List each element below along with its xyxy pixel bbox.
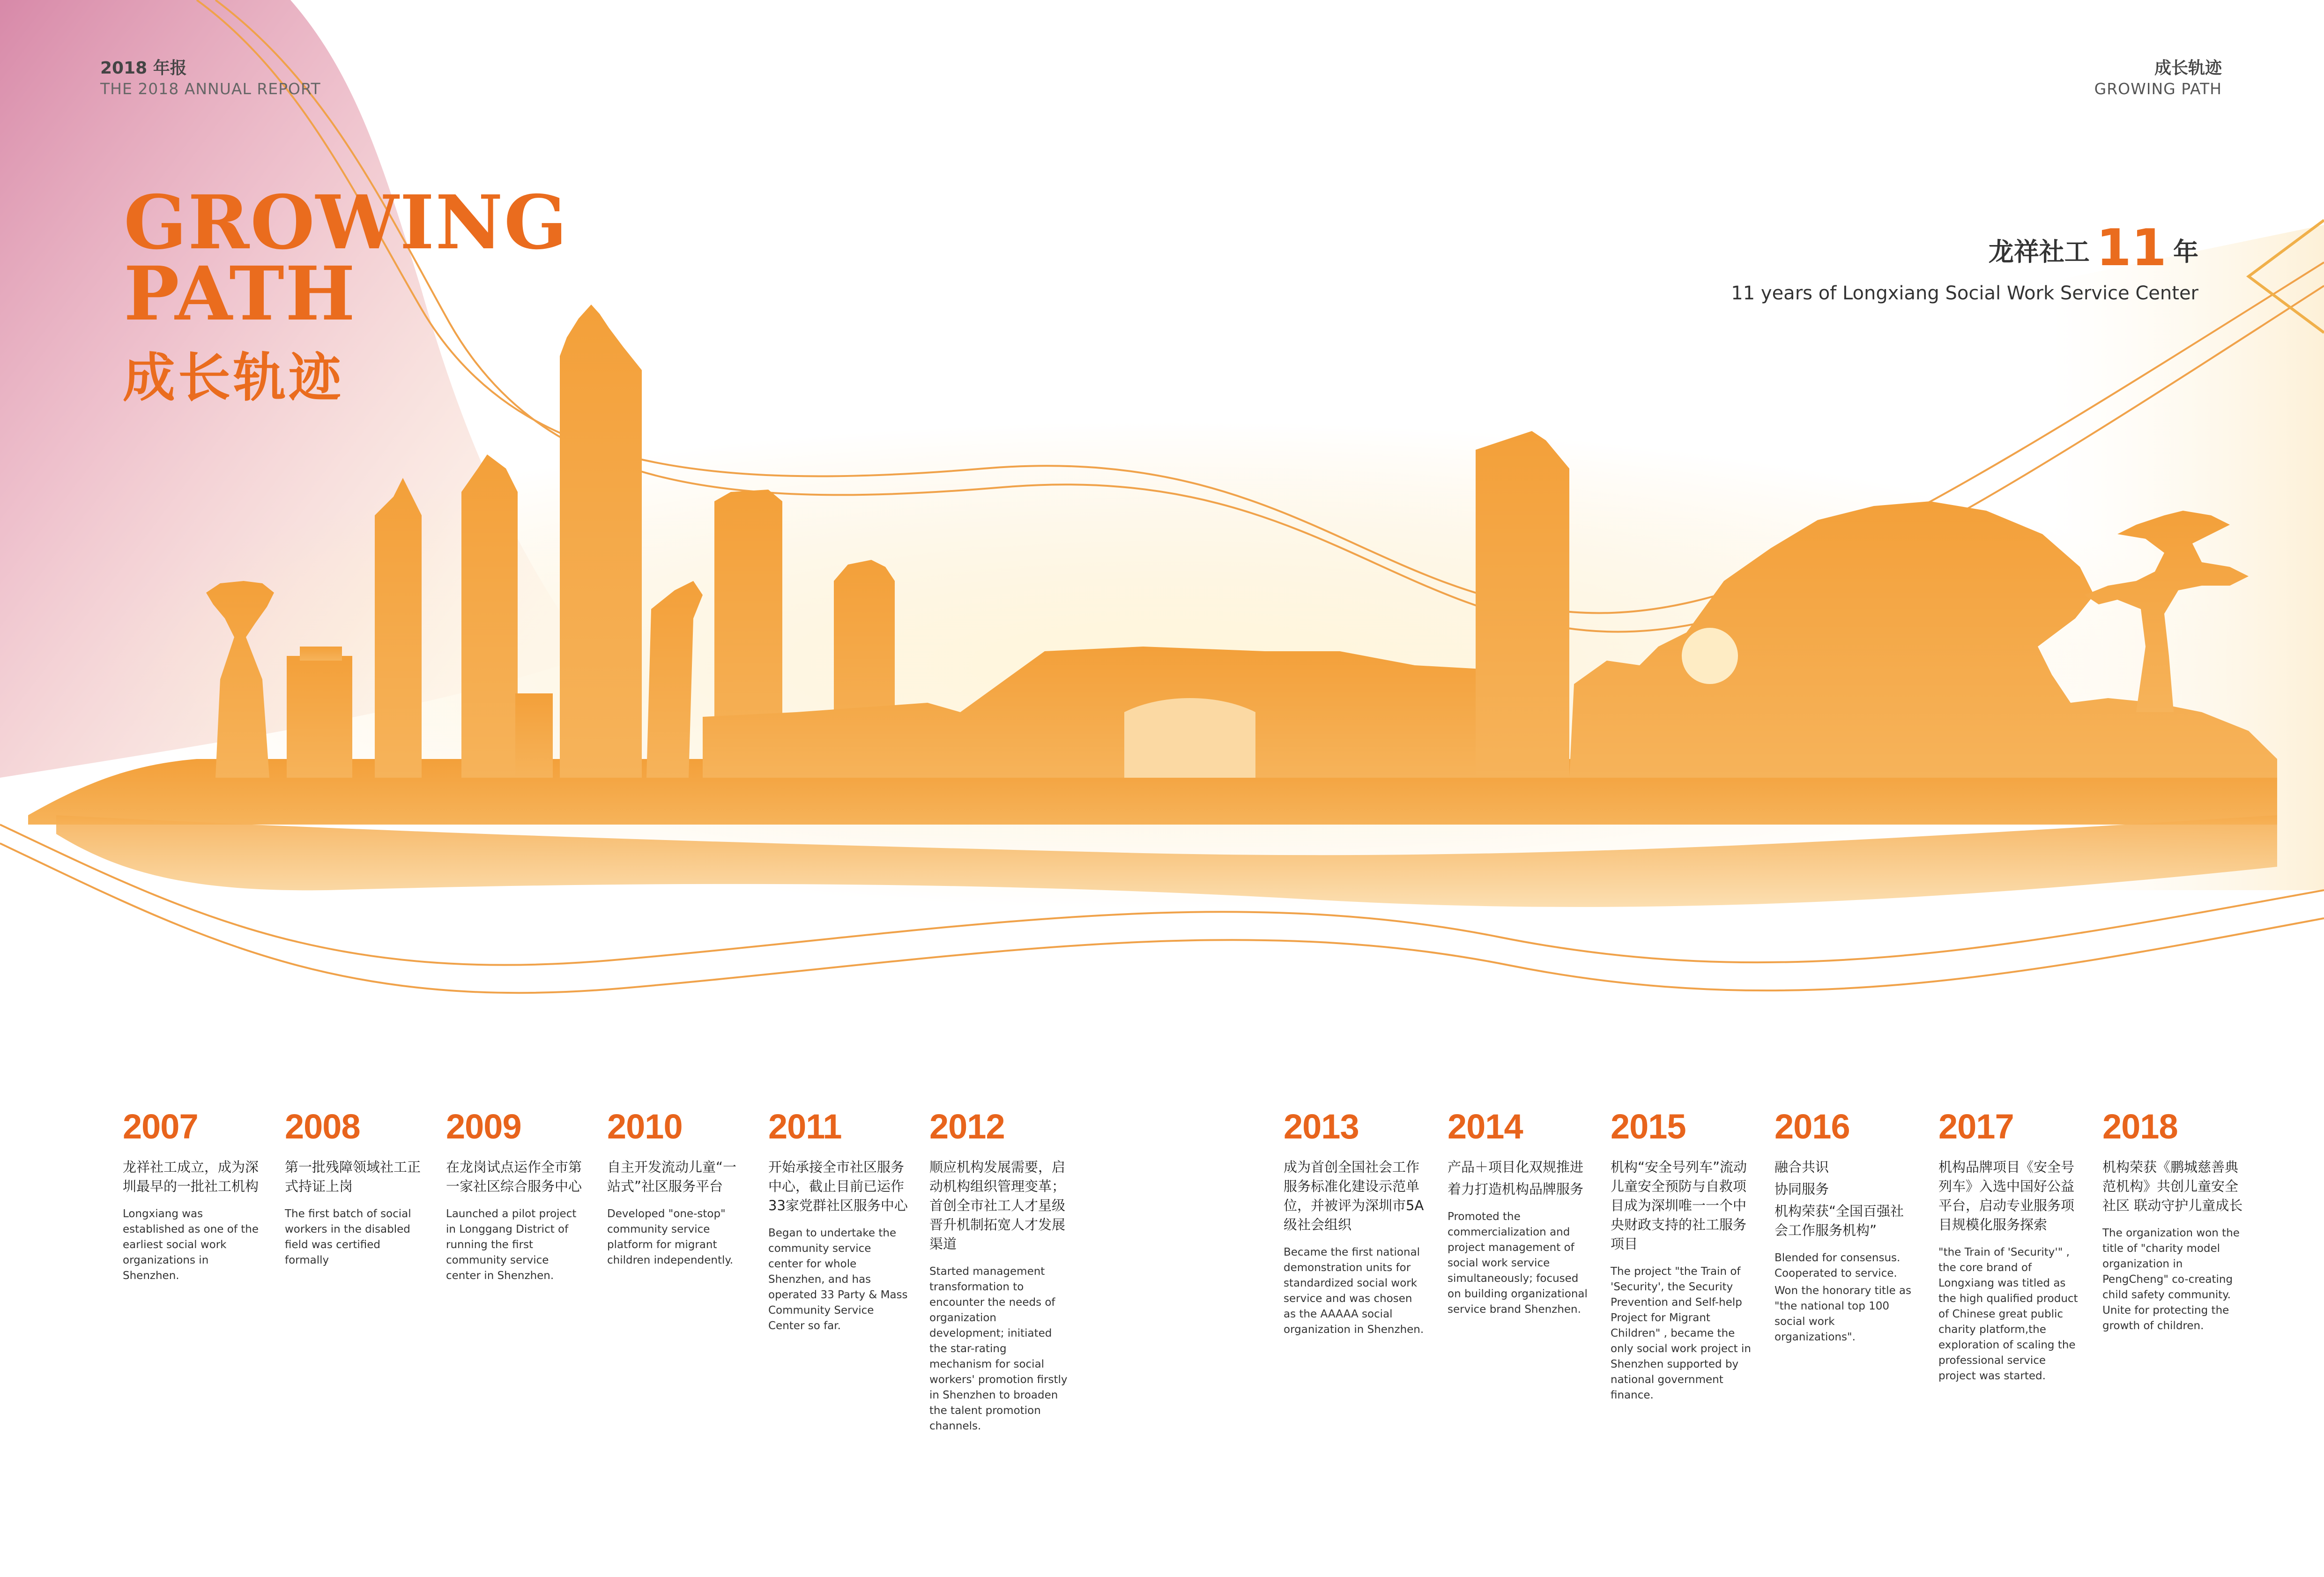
- years-badge-en: 11 years of Longxiang Social Work Service Center: [1731, 283, 2198, 304]
- timeline-year: 2016: [1775, 1107, 1850, 1146]
- timeline-entry-2016: [1775, 1103, 1915, 1345]
- timeline-year: 2013: [1284, 1107, 1359, 1146]
- report-year-en: THE 2018 ANNUAL REPORT: [100, 80, 321, 98]
- title-line-1: GROWING: [124, 179, 568, 266]
- timeline-text-cn: 顺应机构发展需要，启动机构组织管理变革；首创全市社工人才星级晋升机制拓宽人才发展渠道: [929, 1159, 1066, 1252]
- timeline-text-cn: 机构品牌项目《安全号列车》入选中国好公益平台，启动专业服务项目规模化服务探索: [1938, 1159, 2075, 1233]
- timeline-year: 2011: [768, 1107, 842, 1146]
- timeline-text-cn: 龙祥社工成立，成为深圳最早的一批社工机构: [123, 1159, 259, 1194]
- timeline-text-cn: 融合共识: [1775, 1159, 1829, 1175]
- timeline-text-en: "the Train of 'Security'" , the core brand of Longxiang was titled as the high qualified product of Chinese great public charity platform,the exploration of scaling the professional service project was started.: [1938, 1246, 2078, 1382]
- timeline-text-cn: 机构“安全号列车”流动儿童安全预防与自救项目成为深圳唯一一个中央财政支持的社工服务项目: [1611, 1159, 1747, 1252]
- timeline-text-en: Began to undertake the community service center for whole Shenzhen, and has operated 33 Party & Mass Community Service Center so far.: [768, 1227, 908, 1332]
- years-badge: [1731, 220, 2198, 306]
- timeline-entry-2017: [1938, 1103, 2079, 1384]
- timeline-text-en: Became the first national demonstration units for standardized social work service and was chosen as the AAAAA social organization in Shenzhen.: [1284, 1246, 1424, 1336]
- timeline-text-cn: 在龙岗试点运作全市第一家社区综合服务中心: [446, 1159, 582, 1194]
- timeline-year: 2012: [929, 1107, 1005, 1146]
- timeline-text-en: The first batch of social workers in the disabled field was certified formally: [285, 1208, 411, 1266]
- timeline-text-en: Started management transformation to encounter the needs of organization development; initiated the star-rating mechanism for social workers' promotion firstly in Shenzhen to broaden the talent promotion channels.: [929, 1265, 1068, 1432]
- section-header: [2094, 58, 2222, 99]
- timeline-text-en: The organization won the title of "charity model organization in PengCheng" co-creating child safety community. Unite for protecting the growth of children.: [2102, 1227, 2240, 1332]
- timeline-entry-2015: [1611, 1103, 1751, 1403]
- timeline-text-en: The project "the Train of 'Security', the Security Prevention and Self-help Project for Migrant Children" , became the only social work project in Shenzhen supported by national government finance.: [1611, 1265, 1751, 1401]
- timeline-year: 2015: [1611, 1107, 1686, 1146]
- timeline-entry-2008: [285, 1103, 425, 1268]
- timeline-year: 2014: [1448, 1107, 1523, 1146]
- report-header: [100, 58, 321, 99]
- years-prefix: 龙祥社工: [1988, 237, 2090, 267]
- section-title-cn: 成长轨迹: [2154, 59, 2222, 78]
- sun-flare: [1682, 628, 1738, 684]
- timeline-text-en: Launched a pilot project in Longgang District of running the first community service center in Shenzhen.: [446, 1208, 577, 1282]
- timeline-text-cn: 机构荣获“全国百强社会工作服务机构”: [1775, 1203, 1904, 1238]
- timeline-text-cn: 机构荣获《鹏城慈善典范机构》共创儿童安全社区 联动守护儿童成长: [2102, 1159, 2243, 1213]
- title-line-2: PATH: [124, 251, 356, 337]
- page-title: [124, 179, 568, 337]
- timeline-text-cn: 产品＋项目化双规推进: [1448, 1159, 1584, 1175]
- timeline-text-cn: 着力打造机构品牌服务: [1448, 1181, 1584, 1197]
- years-number: 11: [2096, 219, 2167, 277]
- timeline-text-cn: 成为首创全国社会工作服务标准化建设示范单位，并被评为深圳市5A级社会组织: [1284, 1159, 1424, 1233]
- timeline-entry-2013: [1284, 1103, 1424, 1338]
- page-title-cn: 成长轨迹: [123, 348, 344, 409]
- timeline-year: 2018: [2102, 1107, 2178, 1146]
- timeline: [0, 1103, 2324, 1525]
- timeline-year: 2017: [1938, 1107, 2014, 1146]
- timeline-entry-2014: [1448, 1103, 1588, 1317]
- years-badge-cn: [1731, 220, 2198, 280]
- timeline-entry-2007: [123, 1103, 263, 1284]
- timeline-text-cn: 自主开发流动儿童“一站式”社区服务平台: [607, 1159, 737, 1194]
- timeline-text-en: Won the honorary title as "the national top 100 social work organizations".: [1775, 1285, 1911, 1343]
- timeline-year: 2009: [446, 1107, 521, 1146]
- timeline-entry-2012: [929, 1103, 1070, 1434]
- timeline-entry-2010: [607, 1103, 748, 1268]
- report-year-cn: 2018 年报: [100, 59, 187, 78]
- timeline-text-en: Promoted the commercialization and project management of social work service simultaneously; focused on building organizational service brand Shenzhen.: [1448, 1211, 1588, 1316]
- timeline-entry-2009: [446, 1103, 587, 1284]
- timeline-text-cn: 协同服务: [1775, 1181, 1829, 1197]
- timeline-year: 2007: [123, 1107, 198, 1146]
- timeline-text-en: Developed "one-stop" community service platform for migrant children independently.: [607, 1208, 734, 1266]
- timeline-text-cn: 开始承接全市社区服务中心，截止目前已运作33家党群社区服务中心: [768, 1159, 908, 1213]
- timeline-entry-2011: [768, 1103, 909, 1334]
- timeline-year: 2010: [607, 1107, 683, 1146]
- section-title-en: GROWING PATH: [2094, 80, 2222, 98]
- timeline-text-en: Blended for consensus. Cooperated to service.: [1775, 1252, 1901, 1279]
- years-suffix: 年: [2173, 237, 2198, 267]
- timeline-text-en: Longxiang was established as one of the earliest social work organizations in Shenzhen.: [123, 1208, 259, 1282]
- timeline-text-cn: 第一批残障领域社工正式持证上岗: [285, 1159, 421, 1194]
- timeline-entry-2018: [2102, 1103, 2243, 1334]
- timeline-year: 2008: [285, 1107, 360, 1146]
